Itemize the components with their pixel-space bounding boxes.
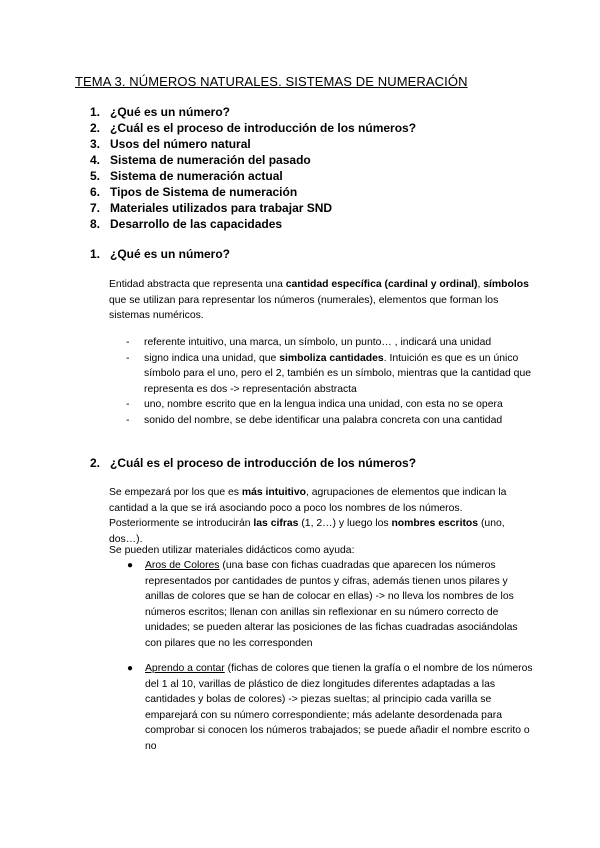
section-number: 2.	[90, 456, 101, 470]
list-item-text: referente intuitivo, una marca, un símbolo, un punto… , indicará una unidad	[144, 337, 492, 348]
section-1-intro	[109, 277, 529, 324]
dash-bullet: -	[126, 414, 130, 426]
section-title: ¿Qué es un número?	[110, 247, 231, 261]
toc-label: ¿Qué es un número?	[110, 105, 231, 119]
toc-number: 8.	[90, 217, 101, 231]
materials-intro: Se pueden utilizar materiales didácticos como ayuda:	[109, 545, 355, 556]
toc-label: Sistema de numeración del pasado	[110, 153, 311, 167]
text-run: (1, 2…) y luego los	[298, 518, 392, 529]
toc-label: Desarrollo de las capacidades	[110, 217, 283, 231]
bold-run: nombres escritos	[391, 518, 479, 529]
material-name: Aprendo a contar	[145, 663, 225, 674]
material-name: Aros de Colores	[145, 560, 220, 571]
section-number: 1.	[90, 247, 101, 261]
list-item	[126, 351, 538, 398]
dot-bullet: ●	[127, 663, 134, 674]
bold-run: las cifras	[253, 518, 299, 529]
toc-item	[90, 168, 416, 184]
dash-bullet: -	[126, 399, 130, 410]
dash-bullet: -	[126, 352, 130, 364]
text-run: Se empezará por los que es	[109, 487, 242, 498]
toc-item	[90, 120, 416, 136]
toc-item	[90, 216, 416, 232]
dot-bullet: ●	[127, 560, 134, 571]
bold-run: más intuitivo	[241, 487, 306, 498]
section-1-list	[126, 335, 538, 428]
toc-number: 6.	[90, 185, 101, 199]
toc-label: Usos del número natural	[110, 137, 251, 151]
toc-item	[90, 136, 416, 152]
list-item	[127, 661, 537, 754]
toc-number: 7.	[90, 201, 101, 215]
text-run: Entidad abstracta que representa una	[109, 279, 286, 290]
toc-label: Materiales utilizados para trabajar SND	[110, 201, 333, 215]
bold-run: símbolos	[483, 279, 529, 290]
bold-run: simboliza cantidades	[279, 352, 384, 364]
text-run: signo indica una unidad, que	[144, 352, 280, 364]
material-description: (una base con fichas cuadradas que aparecen los números representados por cantidades de puntos y cifras, además tienen unos pilares y anillas de colores que se han de colocar en ellas) -> no lleva los nombres de los números escritos; llenan con anillas sin reflexionar en su número correcto de unidades; se pueden alterar las posiciones de las fichas cuadradas asociándolas con pilares que no les corresponden	[145, 560, 518, 649]
materials-list-2	[127, 661, 537, 754]
toc-item	[90, 104, 416, 120]
list-item	[126, 413, 538, 429]
table-of-contents	[90, 104, 416, 232]
list-item-text: uno, nombre escrito que en la lengua indica una unidad, con esta no se opera	[144, 399, 503, 410]
toc-number: 1.	[90, 105, 101, 119]
section-2-heading	[90, 456, 416, 470]
toc-number: 2.	[90, 121, 101, 135]
toc-number: 3.	[90, 137, 101, 151]
toc-label: Tipos de Sistema de numeración	[110, 185, 298, 199]
toc-label: Sistema de numeración actual	[110, 169, 283, 183]
section-1-heading	[90, 247, 230, 261]
list-item	[126, 335, 538, 351]
toc-number: 5.	[90, 169, 101, 183]
text-run: . Intuición es que es un único símbolo para el uno, pero el 2, también es un símbolo, mientras que la cantidad que representa es dos -> representación abstracta	[144, 352, 531, 395]
dash-bullet: -	[126, 337, 130, 348]
bold-run: cantidad específica (cardinal y ordinal)	[285, 279, 478, 290]
section-2-intro	[109, 485, 529, 547]
text-run: (uno, dos…).	[109, 518, 505, 545]
toc-item	[90, 152, 416, 168]
list-item	[126, 397, 538, 413]
toc-number: 4.	[90, 153, 101, 167]
materials-list-1	[127, 558, 537, 651]
section-title: ¿Cuál es el proceso de introducción de los números?	[110, 456, 417, 470]
toc-item	[90, 200, 416, 216]
text-run: ,	[477, 279, 484, 290]
text-run: , agrupaciones de elementos que indican la cantidad a la que se irá asociando poco a poco los nombres de los números. Posteriormente se introducirán	[109, 487, 507, 529]
document-title: TEMA 3. NÚMEROS NATURALES. SISTEMAS DE NUMERACIÓN	[75, 74, 468, 89]
list-item-text: sonido del nombre, se debe identificar una palabra concreta con una cantidad	[144, 414, 503, 426]
list-item	[127, 558, 537, 651]
toc-item	[90, 184, 416, 200]
material-description: (fichas de colores que tienen la grafía o el nombre de los números del 1 al 10, varillas de plástico de diez longitudes diferentes adaptadas a las cantidades y bolas de colores) -> piezas sueltas; al principio cada varilla se emparejará con su número correspondiente; más adelante desordenada para comprobar si conocen los números trabajados; se puede añadir el nombre escrito o no	[145, 663, 533, 752]
toc-label: ¿Cuál es el proceso de introducción de los números?	[110, 121, 417, 135]
text-run: que se utilizan para representar los números (numerales), elementos que forman los sistemas numéricos.	[109, 294, 499, 321]
